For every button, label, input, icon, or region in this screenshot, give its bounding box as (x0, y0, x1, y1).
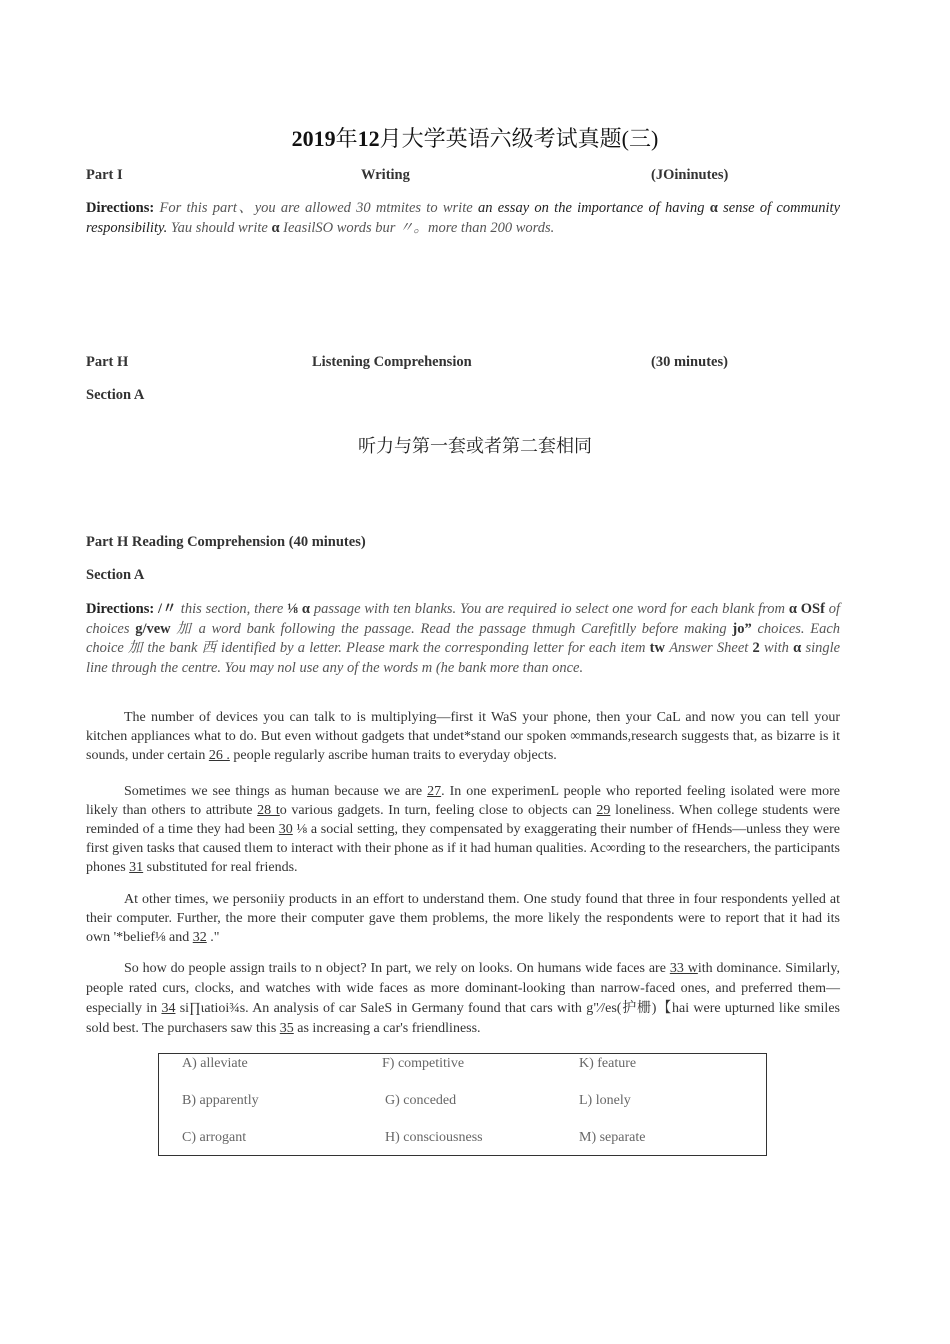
blank-28: 28 t (257, 803, 280, 818)
blank-26: 26 . (208, 748, 230, 763)
option-a: A) alleviate (182, 1056, 248, 1071)
blank-29: 29 (596, 803, 611, 818)
passage-paragraph-3: At other times, we personiiy products in an effort to understand them. One study found that three in four respondents yelled at their computer. Further, the more their computer gave them problems, the more likely the respondents were to report that it had its own '*belief⅛ and 32 ." (86, 892, 840, 945)
option-b: B) apparently (182, 1093, 259, 1108)
blank-31: 31 (129, 860, 144, 875)
blank-34: 34 (161, 1001, 176, 1016)
page-title: 2019年12月大学英语六级考试真题(三) (291, 126, 659, 151)
part2-time: (30 minutes) (651, 354, 728, 370)
part1-time: (JOininutes) (651, 167, 729, 183)
option-l: L) lonely (579, 1093, 631, 1108)
option-g: G) conceded (385, 1093, 457, 1108)
word-bank-table (158, 1053, 767, 1156)
blank-30: 30 (278, 822, 293, 837)
option-c: C) arrogant (182, 1130, 247, 1145)
option-f: F) competitive (382, 1056, 465, 1071)
blank-32: 32 (192, 930, 207, 945)
part3-heading: Part H Reading Comprehension (40 minutes) (86, 534, 366, 550)
part2-label: Part H (86, 354, 129, 370)
listening-note: 听力与第一套或者第二套相同 (358, 436, 592, 457)
part2-name: Listening Comprehension (312, 354, 472, 370)
part2-section: Section A (86, 387, 145, 403)
blank-27: 27 (427, 784, 442, 799)
part1-name: Writing (361, 167, 410, 183)
blank-33: 33 w (669, 961, 698, 976)
option-k: K) feature (579, 1056, 637, 1071)
part1-label: Part I (86, 167, 123, 183)
reading-directions: Directions: /〃 this section, there ⅛ α passage with ten blanks. You are required io select one word for each blank from α OSf of choices g/vew 加 a word bank following the passage. Read the passage thmugh Carefitlly before making jo” choices. Each choice 加 the bank 西 identified by a letter. Please mark the corresponding letter for each item tw Answer Sheet 2 with α single line through the centre. You may nol use any of the words m (he bank more than once. (86, 601, 841, 676)
option-h: H) consciousness (385, 1130, 483, 1145)
part3-section: Section A (86, 567, 145, 583)
passage-paragraph-4: So how do people assign trails to n object? In part, we rely on looks. On humans wide faces are 33 with dominance. Similarly, people rated curs, clocks, and watches with wide faces as more dominant-looking than narrow-faced ones, and preferred them—especially in 34 si∏ιatioi¾s. An analysis of car SaleS in Germany found that cars with g"⁄/es(护栅)【hai were upturned like smiles sold best. The purchasers saw this 35 as increasing a car's friendliness. (86, 961, 841, 1036)
passage-paragraph-1: The number of devices you can talk to is multiplying—first it WaS your phone, then your CaL and now you can tell your kitchen appliances what to do. But even without gadgets that undet*stand our spoken ∞mmands,research suggests that, as bizarre is it sounds, under certain 26 . people regularly ascribe human traits to everyday objects. (86, 710, 840, 763)
passage-paragraph-2: Sometimes we see things as human because we are 27. In one experimenL people who reported feeling isolated were more likely than others to attribute 28 to various gadgets. In turn, feeling close to objects can 29 loneliness. When college students were reminded of a time they had been 30 ⅛ a social setting, they compensated by exaggerating their number of fHends—unless they were first given tasks that caused tlιem to interact with their phone as if it had human qualities. Ac∞rding to the researchers, the participants phones 31 substituted for real friends. (86, 784, 841, 875)
writing-directions: Directions: For this part、you are allowed 30 mtmites to write an essay on the importance of having α sense of community responsibility. Yau should write α IeasilSO words bur 〃。more than 200 words. (86, 200, 841, 236)
blank-35: 35 (279, 1021, 294, 1036)
option-m: M) separate (579, 1130, 646, 1145)
